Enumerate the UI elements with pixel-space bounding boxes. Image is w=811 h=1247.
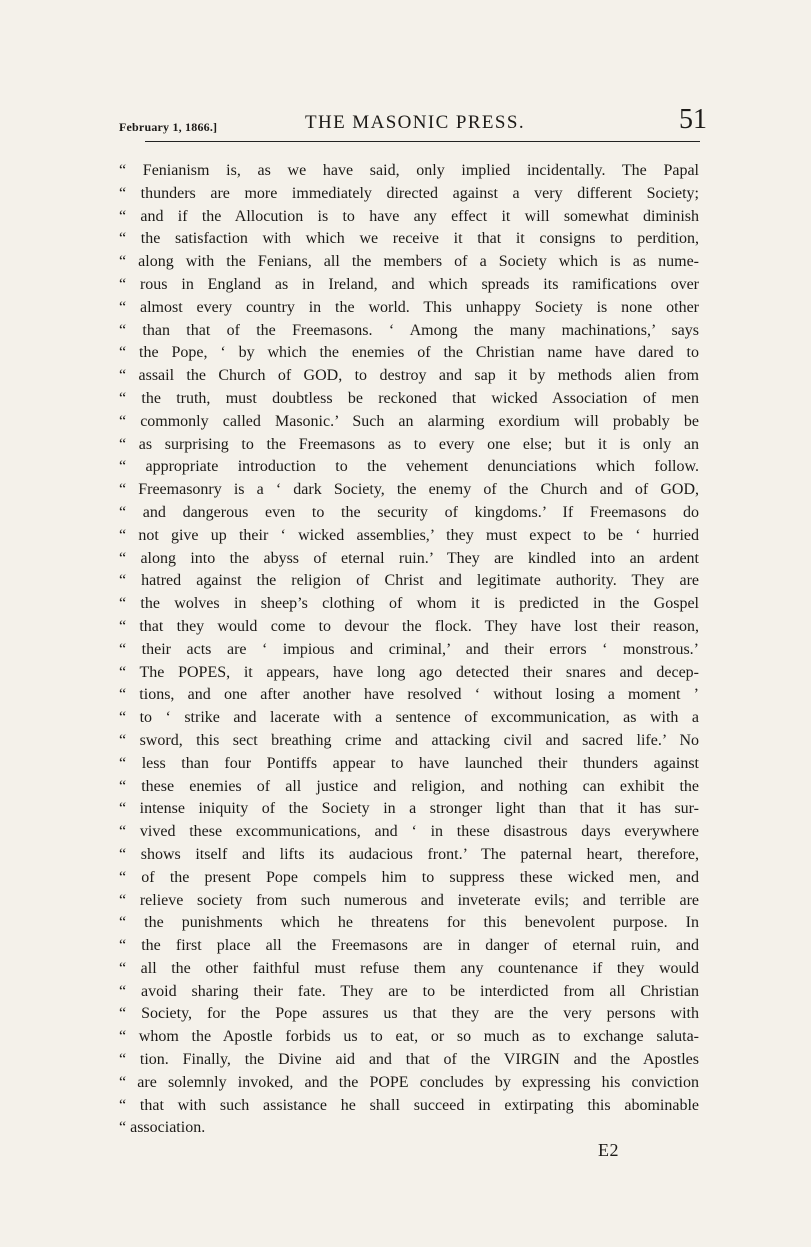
text-line: “ the punishments which he threatens for this benevolent purpose. In xyxy=(119,914,699,932)
text-line: “ all the other faithful must refuse them any countenance if they would xyxy=(119,959,699,977)
text-line: “ the Pope, ‘ by which the enemies of the Christian name have dared to xyxy=(119,344,699,362)
text-line: “ of the present Pope compels him to suppress these wicked men, and xyxy=(119,868,699,886)
text-line: “ the wolves in sheep’s clothing of whom it is predicted in the Gospel xyxy=(119,595,699,613)
text-line: “ their acts are ‘ impious and criminal,’ and their errors ‘ monstrous.’ xyxy=(119,640,699,658)
text-line: “ whom the Apostle forbids us to eat, or so much as to exchange saluta- xyxy=(119,1028,699,1046)
text-line: “ along with the Fenians, all the members of a Society which is as nume- xyxy=(119,253,699,271)
text-line: “ and dangerous even to the security of kingdoms.’ If Freemasons do xyxy=(119,503,699,521)
text-line: “ Society, for the Pope assures us that they are the very persons with xyxy=(119,1005,699,1023)
publication-title: THE MASONIC PRESS. xyxy=(305,112,525,133)
body-text xyxy=(119,160,699,1140)
text-line: “ Fenianism is, as we have said, only implied incidentally. The Papal xyxy=(119,162,699,179)
running-header xyxy=(119,104,711,140)
text-line: “ less than four Pontiffs appear to have launched their thunders against xyxy=(119,754,699,772)
text-line: “ vived these excommunications, and ‘ in these disastrous days everywhere xyxy=(119,823,699,841)
text-line: “ and if the Allocution is to have any effect it will somewhat diminish xyxy=(119,207,699,225)
text-line: “ these enemies of all justice and religion, and nothing can exhibit the xyxy=(119,777,699,795)
text-line: “ the truth, must doubtless be reckoned that wicked Association of men xyxy=(119,389,699,407)
text-line: “ tions, and one after another have resolved ‘ without losing a moment ’ xyxy=(119,686,699,704)
header-rule xyxy=(145,141,700,142)
text-line: “ appropriate introduction to the vehement denunciations which follow. xyxy=(119,458,699,476)
text-line: “ as surprising to the Freemasons as to every one else; but it is only an xyxy=(119,435,699,453)
text-line: “ to ‘ strike and lacerate with a sentence of excommunication, as with a xyxy=(119,709,699,727)
page-number: 51 xyxy=(679,104,707,135)
text-line: “ that they would come to devour the flock. They have lost their reason, xyxy=(119,617,699,635)
text-line: “ the satisfaction with which we receive it that it consigns to perdition, xyxy=(119,230,699,248)
text-line: “ rous in England as in Ireland, and which spreads its ramifications over xyxy=(119,275,699,293)
text-line: “ intense iniquity of the Society in a stronger light than that it has sur- xyxy=(119,800,699,818)
printer-signature-mark: E2 xyxy=(598,1140,619,1160)
text-line: “ Freemasonry is a ‘ dark Society, the enemy of the Church and of GOD, xyxy=(119,481,699,499)
text-line: “ assail the Church of GOD, to destroy and sap it by methods alien from xyxy=(119,367,699,385)
text-line: “ avoid sharing their fate. They are to be interdicted from all Christian xyxy=(119,982,699,1000)
text-line: “ the first place all the Freemasons are in danger of eternal ruin, and xyxy=(119,937,699,955)
text-line: “ not give up their ‘ wicked assemblies,’ they must expect to be ‘ hurried xyxy=(119,526,699,544)
text-line: “ shows itself and lifts its audacious front.’ The paternal heart, therefore, xyxy=(119,845,699,863)
text-line: “ The POPES, it appears, have long ago detected their snares and decep- xyxy=(119,663,699,681)
text-line: “ almost every country in the world. This unhappy Society is none other xyxy=(119,298,699,316)
issue-date: February 1, 1866.] xyxy=(119,120,218,134)
text-line: “ than that of the Freemasons. ‘ Among the many machinations,’ says xyxy=(119,321,699,339)
text-line: “ relieve society from such numerous and inveterate evils; and terrible are xyxy=(119,891,699,909)
text-line: “ hatred against the religion of Christ and legitimate authority. They are xyxy=(119,572,699,590)
text-line: “ are solemnly invoked, and the POPE concludes by expressing his conviction xyxy=(119,1073,699,1091)
text-line: “ sword, this sect breathing crime and attacking civil and sacred life.’ No xyxy=(119,731,699,749)
text-line: “ thunders are more immediately directed against a very different Society; xyxy=(119,184,699,202)
text-line: “ tion. Finally, the Divine aid and that of the VIRGIN and the Apostles xyxy=(119,1051,699,1069)
text-line: “ that with such assistance he shall succeed in extirpating this abominable xyxy=(119,1096,699,1114)
text-line: “ along into the abyss of eternal ruin.’ They are kindled into an ardent xyxy=(119,549,699,567)
text-line: “ association. xyxy=(119,1119,206,1137)
text-line: “ commonly called Masonic.’ Such an alarming exordium will probably be xyxy=(119,412,699,430)
